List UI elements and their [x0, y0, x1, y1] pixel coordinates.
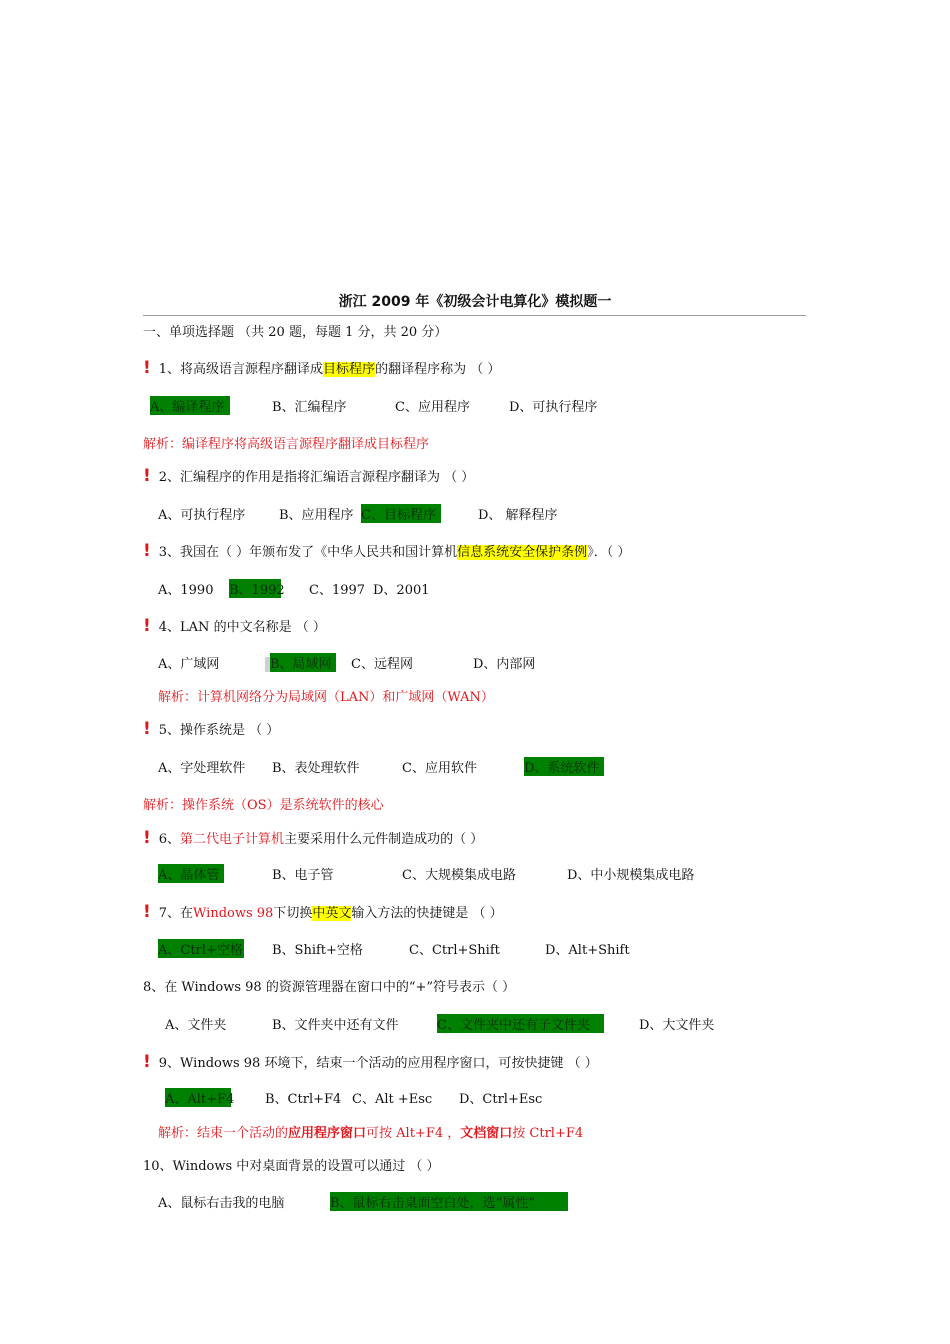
- q9-explanation-part-1: 解析：结束一个活动的: [158, 1126, 289, 1141]
- q4-option-c: C、远程网: [351, 657, 413, 672]
- q5-text: 5、操作系统是 （ ）: [158, 723, 280, 738]
- q5-option-b: B、表处理软件: [272, 761, 360, 776]
- q4-option-d: D、内部网: [473, 657, 536, 672]
- q9-option-d: D、Ctrl+Esc: [459, 1092, 543, 1107]
- q1-explanation: 解析：编译程序将高级语言源程序翻译成目标程序: [143, 437, 430, 452]
- question-1: [143, 358, 500, 378]
- q9-explanation-bold-2: 文档窗口: [460, 1126, 513, 1141]
- q4-option-b-wrap: [265, 653, 336, 672]
- q1-option-c: C、应用程序: [395, 400, 470, 415]
- q2-option-b: B、应用程序: [279, 508, 354, 523]
- q7-text-post: 输入方法的快捷键是 （ ）: [351, 906, 503, 921]
- q6-text-post: 主要采用什么元件制造成功的（ ）: [284, 832, 484, 847]
- q7-option-d: D、Alt+Shift: [545, 943, 630, 958]
- q1-option-b: B、汇编程序: [272, 400, 347, 415]
- q7-highlight: 中英文: [312, 906, 352, 921]
- q9-option-c: C、Alt +Esc: [352, 1092, 433, 1107]
- exclamation-icon: !: [143, 541, 151, 561]
- q2-text: 2、汇编程序的作用是指将汇编语言源程序翻译为 （ ）: [158, 470, 475, 485]
- q4-option-b: B、局域网: [270, 653, 336, 672]
- exclamation-icon: !: [143, 358, 151, 378]
- question-4: [143, 616, 326, 636]
- q3-option-d: D、2001: [373, 583, 430, 598]
- q6-option-c: C、大规模集成电路: [402, 868, 516, 883]
- section-heading: 一、单项选择题 （共 20 题，每题 1 分，共 20 分）: [143, 325, 448, 340]
- q9-option-a: A、Alt+F4: [165, 1088, 231, 1107]
- q8-option-b: B、文件夹中还有文件: [272, 1018, 399, 1033]
- q4-text: 4、LAN 的中文名称是 （ ）: [158, 620, 326, 635]
- q4-explanation: 解析：计算机网络分为局域网（LAN）和广域网（WAN）: [158, 690, 494, 705]
- question-6: [143, 828, 483, 848]
- q9-explanation-bold-1: 应用程序窗口: [288, 1126, 367, 1141]
- q7-text-pre: 7、在: [158, 906, 194, 921]
- q5-option-a: A、字处理软件: [158, 761, 246, 776]
- q6-text-pre: 6、: [158, 832, 181, 847]
- title-divider: [143, 315, 806, 316]
- q5-explanation: 解析：操作系统（OS）是系统软件的核心: [143, 798, 384, 813]
- exclamation-icon: !: [143, 828, 151, 848]
- q9-text: 9、Windows 98 环境下，结束一个活动的应用程序窗口，可按快捷键 （ ）: [158, 1056, 598, 1071]
- q2-option-c: C、目标程序: [361, 504, 441, 523]
- q8-option-a: A、文件夹: [165, 1018, 227, 1033]
- q7-option-a: A、Ctrl+空格: [158, 939, 244, 958]
- q2-option-a: A、可执行程序: [158, 508, 246, 523]
- q3-text-post: 》．（ ）: [587, 545, 631, 560]
- exclamation-icon: !: [143, 719, 151, 739]
- q6-option-b: B、电子管: [272, 868, 334, 883]
- q3-highlight: 信息系统安全保护条例: [457, 545, 588, 560]
- q8-option-c: C、文件夹中还有子文件夹: [437, 1014, 604, 1033]
- question-2: [143, 466, 474, 486]
- document-title: 浙江 2009 年《初级会计电算化》模拟题一: [338, 294, 612, 310]
- q7-option-c: C、Ctrl+Shift: [409, 943, 500, 958]
- q3-text-pre: 3、我国在（ ）年颁布发了《中华人民共和国计算机: [158, 545, 458, 560]
- q1-option-d: D、可执行程序: [509, 400, 598, 415]
- question-8: 8、在 Windows 98 的资源管理器在窗口中的“+”符号表示（ ）: [143, 980, 516, 995]
- q6-red-text: 第二代电子计算机: [180, 832, 285, 847]
- q1-text-pre: 1、将高级语言源程序翻译成: [158, 362, 324, 377]
- q6-option-a: A、晶体管: [158, 864, 224, 883]
- q10-option-b: B、鼠标右击桌面空白处，选“属性”: [330, 1192, 568, 1211]
- q9-explanation-part-5: 按 Ctrl+F4: [512, 1126, 584, 1141]
- question-9: [143, 1052, 598, 1072]
- q2-option-d: D、 解释程序: [478, 508, 558, 523]
- q9-explanation: [158, 1122, 583, 1141]
- exclamation-icon: !: [143, 1052, 151, 1072]
- question-10: 10、Windows 中对桌面背景的设置可以通过 （ ）: [143, 1159, 440, 1174]
- question-5: [143, 719, 279, 739]
- q7-red-text: Windows 98: [193, 906, 274, 921]
- q1-text-post: 的翻译程序称为 （ ）: [375, 362, 501, 377]
- q3-option-a: A、1990: [158, 583, 214, 598]
- q10-option-a: A、鼠标右击我的电脑: [158, 1196, 285, 1211]
- q3-option-b: B、1992: [229, 579, 281, 598]
- exclamation-icon: !: [143, 616, 151, 636]
- q7-text-mid: 下切换: [273, 906, 313, 921]
- q8-option-d: D、大文件夹: [639, 1018, 715, 1033]
- question-7: [143, 902, 503, 922]
- question-3: [143, 541, 630, 561]
- q5-option-d: D、系统软件: [524, 757, 604, 776]
- q3-option-c: C、1997: [309, 583, 366, 598]
- q6-option-d: D、中小规模集成电路: [567, 868, 695, 883]
- q1-option-a: A、编译程序: [150, 396, 230, 415]
- q1-highlight: 目标程序: [323, 362, 376, 377]
- q5-option-c: C、应用软件: [402, 761, 477, 776]
- q9-option-b: B、Ctrl+F4: [265, 1092, 342, 1107]
- q4-option-a: A、广域网: [158, 657, 220, 672]
- q9-explanation-part-3: 可按 Alt+F4 ，: [366, 1126, 461, 1141]
- exclamation-icon: !: [143, 902, 151, 922]
- q7-option-b: B、Shift+空格: [272, 943, 363, 958]
- exclamation-icon: !: [143, 466, 151, 486]
